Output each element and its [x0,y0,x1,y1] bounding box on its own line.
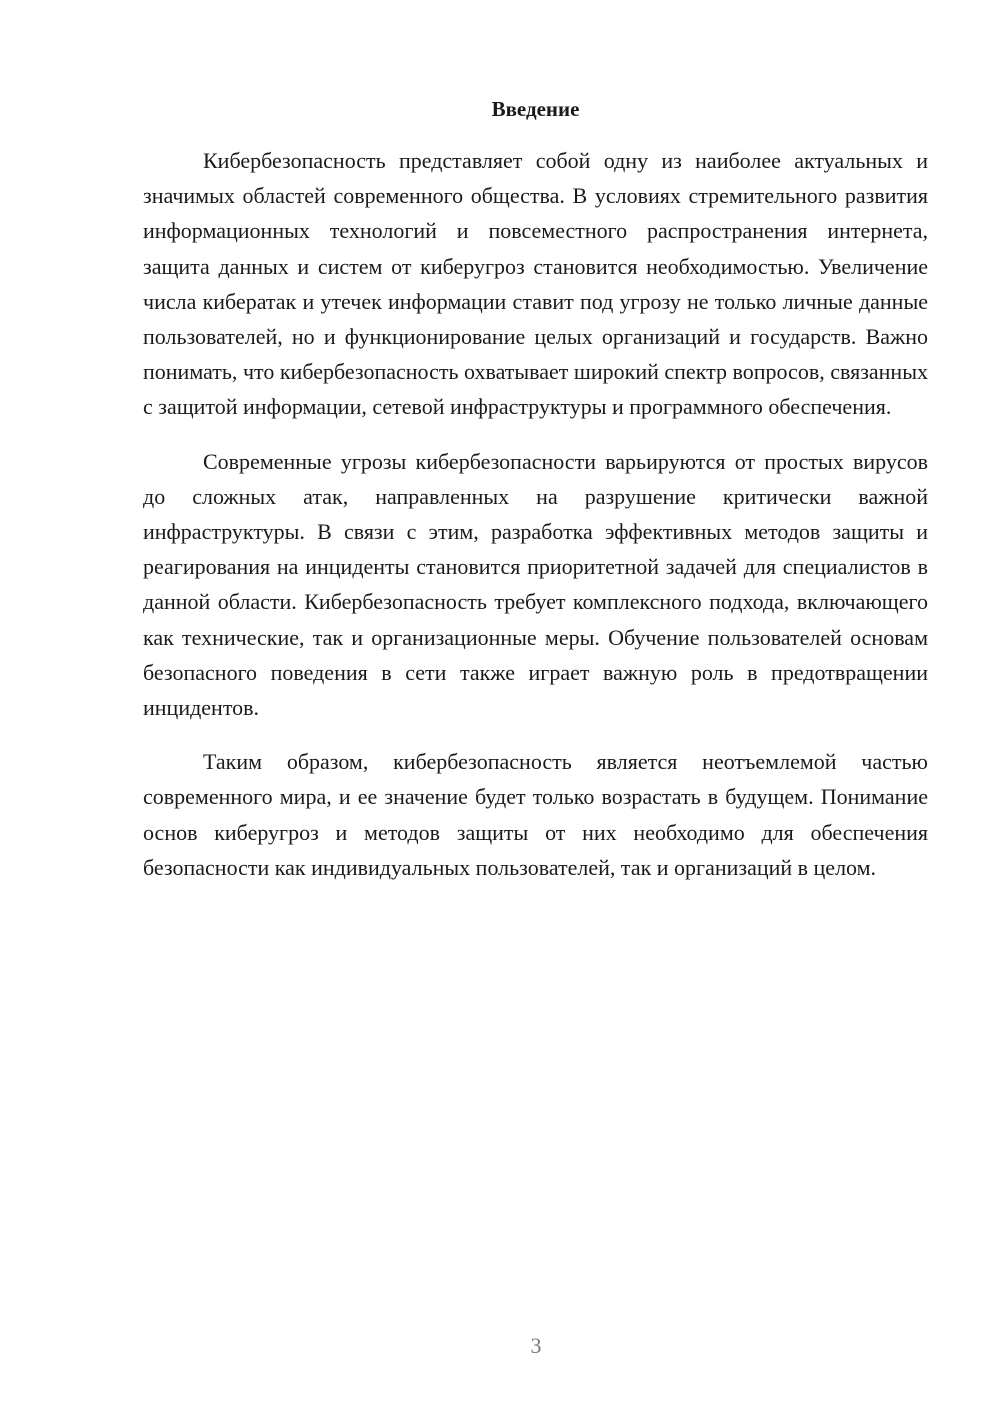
paragraph-3: Таким образом, кибербезопасность является неотъемлемой частью современного мира, и ее значение будет только возрастать в будущем. Понимание основ киберугроз и методов защиты от них необходимо для обеспечения безопасности как индивидуальных пользователей, так и организаций в целом. [143,749,928,880]
page-number: 3 [530,1333,542,1358]
paragraph-1: Кибербезопасность представляет собой одну из наиболее актуальных и значимых областей современного общества. В условиях стремительного развития информационных технологий и повсеместного распространения интернета, защита данных и систем от киберугроз становится необходимостью. Увеличение числа кибератак и утечек информации ставит под угрозу не только личные данные пользователей, но и функционирование целых организаций и государств. Важно понимать, что кибербезопасность охватывает широкий спектр вопросов, связанных с защитой информации, сетевой инфраструктуры и программного обеспечения. [143,148,928,420]
section-heading: Введение [491,97,580,121]
paragraph-2: Современные угрозы кибербезопасности варьируются от простых вирусов до сложных атак, направленных на разрушение критически важной инфраструктуры. В связи с этим, разработка эффективных методов защиты и реагирования на инциденты становится приоритетной задачей для специалистов в данной области. Кибербезопасность требует комплексного подхода, включающего как технические, так и организационные меры. Обучение пользователей основам безопасного поведения в сети также играет важную роль в предотвращении инцидентов. [143,448,928,721]
page-content [143,92,928,904]
